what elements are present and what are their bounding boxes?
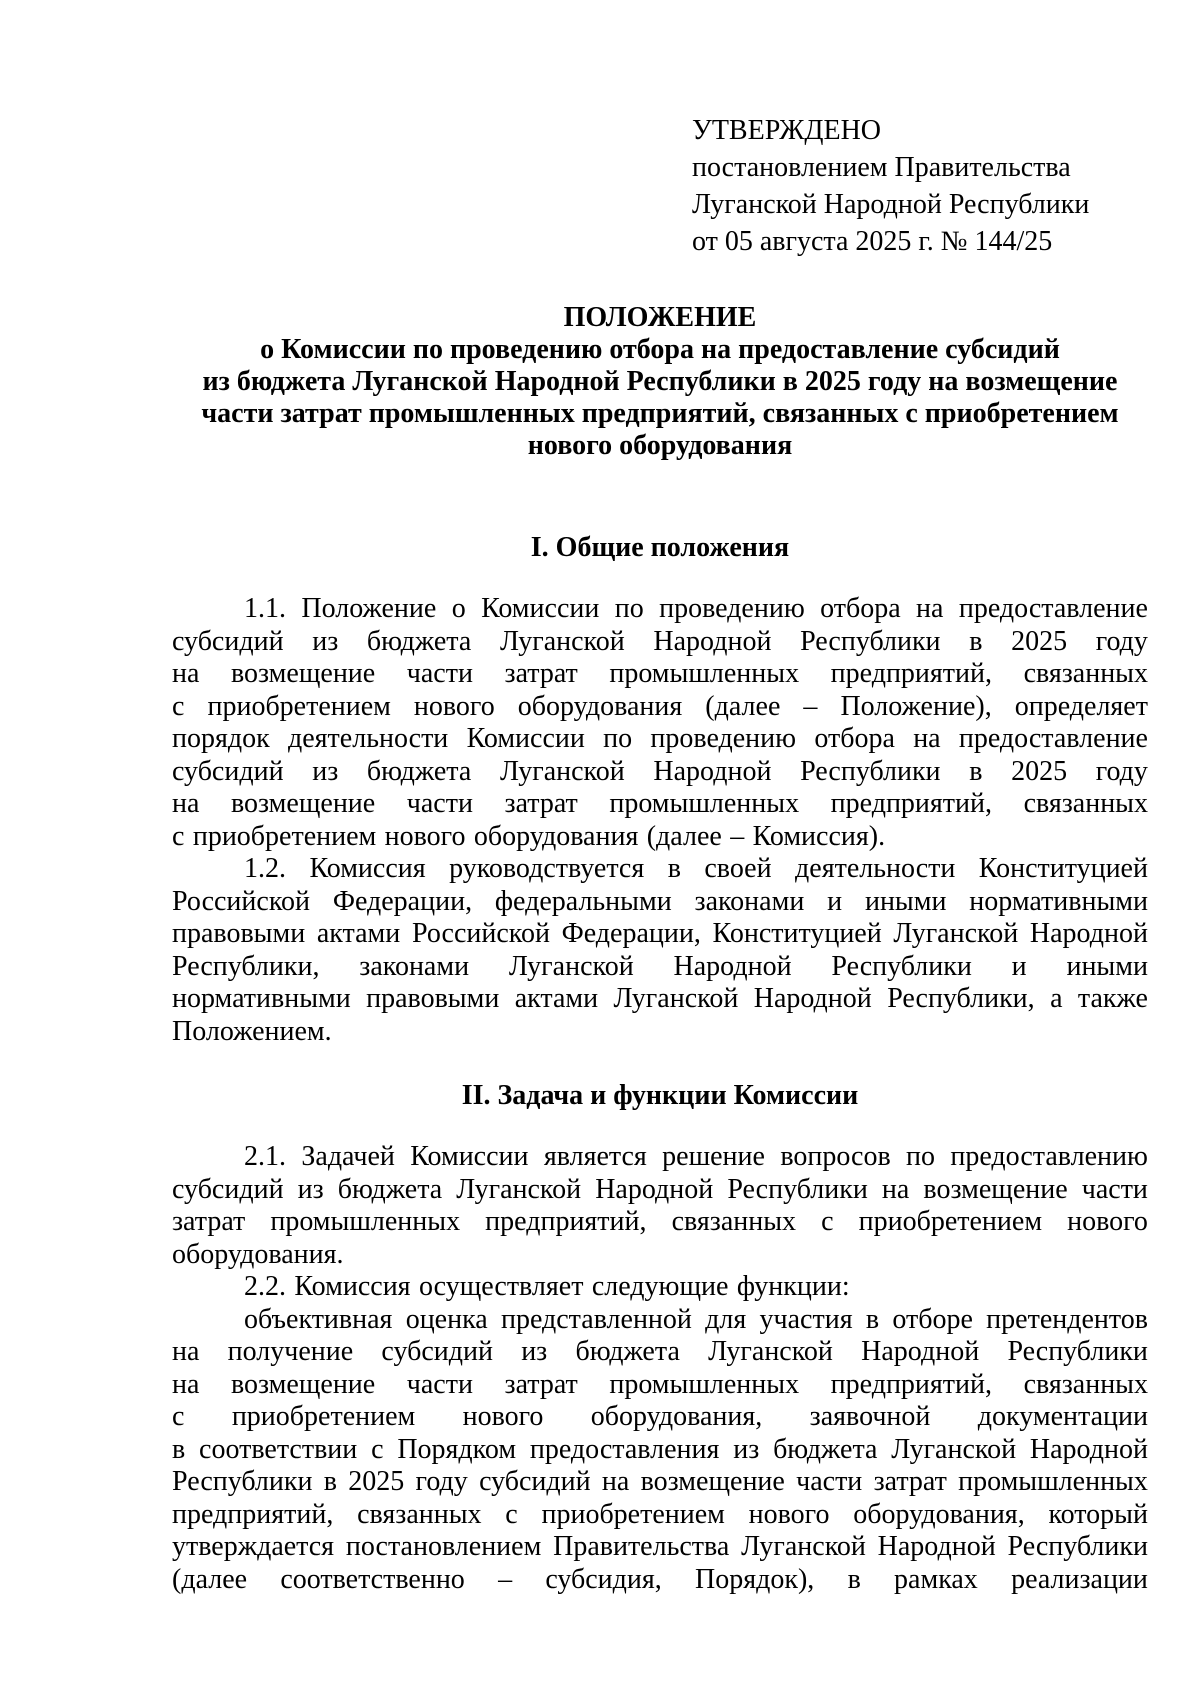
document-title — [172, 302, 1148, 462]
title-line: о Комиссии по проведению отбора на предоставление субсидий — [260, 334, 1060, 365]
paragraph-2-2-functions — [172, 1304, 1148, 1597]
approval-line: постановлением Правительства — [692, 152, 1071, 183]
text-line: на получение субсидий из бюджета Луганской Народной Республики — [172, 1336, 1148, 1367]
text-line: с приобретением нового оборудования (далее – Комиссия). — [172, 820, 886, 852]
text-line: предприятий, связанных с приобретением нового оборудования, который — [172, 1498, 1148, 1530]
approval-stamp — [692, 112, 1089, 260]
paragraph-1-1 — [172, 593, 1148, 853]
title-line: нового оборудования — [527, 430, 793, 461]
text-line: Республики в 2025 году субсидий на возмещение части затрат промышленных — [172, 1466, 1148, 1497]
text-line: объективная оценка представленной для участия в отборе претендентов — [244, 1303, 1148, 1335]
text-line: субсидий из бюджета Луганской Народной Республики в 2025 году — [172, 755, 1148, 787]
text-line: утверждается постановлением Правительства Луганской Народной Республики — [172, 1531, 1148, 1562]
text-line: в соответствии с Порядком предоставления из бюджета Луганской Народной — [172, 1433, 1148, 1465]
approval-line: Луганской Народной Республики — [692, 189, 1090, 220]
text-line: Республики, законами Луганской Народной Республики и иными — [172, 950, 1148, 982]
text-line: нормативными правовыми актами Луганской Народной Республики, а также — [172, 983, 1148, 1014]
text-line: правовыми актами Российской Федерации, Конституцией Луганской Народной — [172, 918, 1148, 949]
text-line: субсидий из бюджета Луганской Народной Республики в 2025 году — [172, 625, 1148, 657]
text-line: на возмещение части затрат промышленных предприятий, связанных — [172, 1368, 1148, 1400]
text-line: 2.2. Комиссия осуществляет следующие функции: — [244, 1271, 850, 1302]
title-line: части затрат промышленных предприятий, связанных с приобретением — [201, 398, 1119, 429]
text-line: Положением. — [172, 1015, 332, 1047]
title-heading: ПОЛОЖЕНИЕ — [563, 302, 757, 333]
text-line: с приобретением нового оборудования (далее – Положение), определяет — [172, 690, 1148, 722]
paragraph-2-1 — [172, 1141, 1148, 1271]
text-line: 2.1. Задачей Комиссии является решение вопросов по предоставлению — [244, 1141, 1148, 1172]
text-line: затрат промышленных предприятий, связанных с приобретением нового — [172, 1206, 1148, 1237]
text-line: на возмещение части затрат промышленных предприятий, связанных — [172, 788, 1148, 819]
title-line: из бюджета Луганской Народной Республики в 2025 году на возмещение — [202, 366, 1118, 397]
text-line: оборудования. — [172, 1238, 344, 1270]
text-line: 1.2. Комиссия руководствуется в своей деятельности Конституцией — [244, 853, 1148, 884]
text-line: (далее соответственно – субсидия, Порядок), в рамках реализации — [172, 1563, 1148, 1595]
paragraph-1-2 — [172, 853, 1148, 1048]
approval-line: от 05 августа 2025 г. № 144/25 — [692, 226, 1053, 257]
approval-line: УТВЕРЖДЕНО — [692, 115, 882, 146]
text-line: на возмещение части затрат промышленных предприятий, связанных — [172, 658, 1148, 689]
text-line: с приобретением нового оборудования, заявочной документации — [172, 1401, 1148, 1432]
paragraph-2-2 — [172, 1271, 1148, 1304]
text-line: 1.1. Положение о Комиссии по проведению отбора на предоставление — [244, 593, 1148, 624]
section-2-heading: II. Задача и функции Комиссии — [461, 1080, 859, 1111]
section-1-heading: I. Общие положения — [530, 532, 790, 563]
text-line: Российской Федерации, федеральными законами и иными нормативными — [172, 885, 1148, 917]
text-line: порядок деятельности Комиссии по проведению отбора на предоставление — [172, 723, 1148, 754]
text-line: субсидий из бюджета Луганской Народной Республики на возмещение части — [172, 1173, 1148, 1205]
